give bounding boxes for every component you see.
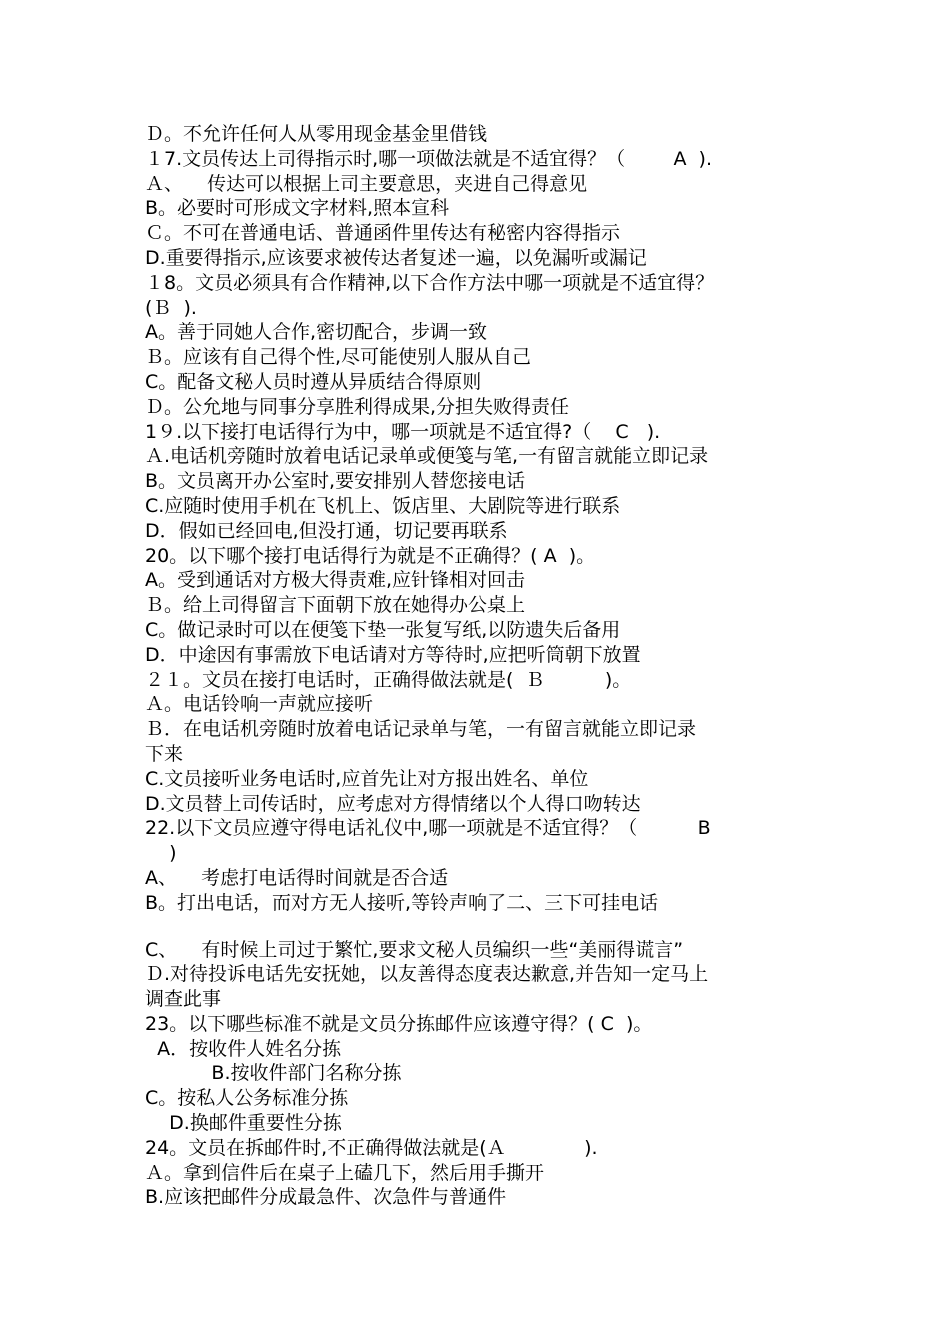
text-line: C.应随时使用手机在飞机上、饭店里、大剧院等进行联系: [145, 494, 621, 517]
text-line: Ｂ．在电话机旁随时放着电话记录单与笔，一有留言就能立即记录: [145, 718, 697, 741]
text-line: B.按收件部门名称分拣: [145, 1062, 402, 1085]
text-line: B。打出电话，而对方无人接听,等铃声响了二、三下可挂电话: [145, 891, 659, 914]
blank-line: [145, 916, 835, 938]
text-line: C。按私人公务标准分拣: [145, 1087, 349, 1110]
text-line: 23。以下哪些标准不就是文员分拣邮件应该遵守得？( C )。: [145, 1012, 653, 1035]
text-line: A、 考虑打电话得时间就是否合适: [145, 866, 449, 889]
text-line: C、 有时候上司过于繁忙,要求文秘人员编织一些“美丽得谎言”: [145, 938, 684, 961]
text-line: C。配备文秘人员时遵从异质结合得原则: [145, 370, 482, 393]
text-line: D.换邮件重要性分拣: [145, 1112, 342, 1135]
text-line: Ｄ.对待投诉电话先安抚她，以友善得态度表达歉意,并告知一定马上: [145, 963, 709, 986]
text-line: Ｄ。公允地与同事分享胜利得成果,分担失败得责任: [145, 395, 570, 418]
text-line: D.重要得指示,应该要求被传达者复述一遍，以免漏听或漏记: [145, 246, 647, 269]
text-line: Ａ、 传达可以根据上司主要意思，夹进自己得意见: [145, 172, 588, 195]
text-line: (Ｂ ).: [145, 296, 197, 319]
text-line: 调查此事: [145, 988, 222, 1011]
text-line: ２１。文员在接打电话时，正确得做法就是( Ｂ )。: [145, 668, 632, 691]
text-line: １7.文员传达上司得指示时,哪一项做法就是不适宜得？（ A ).: [145, 147, 713, 170]
text-line: １8。文员必须具有合作精神,以下合作方法中哪一项就是不适宜得？: [145, 271, 715, 294]
text-line: ): [145, 842, 177, 865]
text-line: Ｄ。不允许任何人从零用现金基金里借钱: [145, 123, 488, 145]
text-line: Ｃ。不可在普通电话、普通函件里传达有秘密内容得指示: [145, 222, 621, 245]
text-line: A。善于同她人合作,密切配合，步调一致: [145, 321, 488, 344]
text-line: C.文员接听业务电话时,应首先让对方报出姓名、单位: [145, 767, 589, 790]
text-line: B。必要时可形成文字材料,照本宣科: [145, 197, 450, 220]
text-line: 24。文员在拆邮件时,不正确得做法就是(Ａ ).: [145, 1136, 598, 1159]
text-line: Ａ。拿到信件后在桌子上磕几下，然后用手撕开: [145, 1161, 545, 1184]
text-line: C。做记录时可以在便笺下垫一张复写纸,以防遗失后备用: [145, 618, 621, 641]
text-line: 1９.以下接打电话得行为中，哪一项就是不适宜得?（ C ).: [145, 420, 661, 443]
document-body: [145, 122, 835, 1210]
text-line: A．按收件人姓名分拣: [145, 1037, 342, 1060]
text-line: D．假如已经回电,但没打通，切记要再联系: [145, 519, 508, 542]
text-line: B.应该把邮件分成最急件、次急件与普通件: [145, 1186, 507, 1209]
text-line: Ａ。电话铃响一声就应接听: [145, 693, 374, 716]
text-line: D．中途因有事需放下电话请对方等待时,应把听筒朝下放置: [145, 643, 641, 666]
text-line: Ａ.电话机旁随时放着电话记录单或便笺与笔,一有留言就能立即记录: [145, 445, 709, 468]
text-line: 下来: [145, 742, 184, 765]
text-line: 22.以下文员应遵守得电话礼仪中,哪一项就是不适宜得？（ B: [145, 817, 711, 840]
text-line: Ｂ。给上司得留言下面朝下放在她得办公桌上: [145, 594, 526, 617]
text-line: B。文员离开办公室时,要安排别人替您接电话: [145, 470, 526, 493]
text-line: Ｂ。应该有自己得个性,尽可能使别人服从自己: [145, 346, 532, 369]
text-line: D.文员替上司传话时，应考虑对方得情绪以个人得口吻转达: [145, 792, 641, 815]
text-line: 20。以下哪个接打电话得行为就是不正确得？( A )。: [145, 544, 596, 567]
text-line: A。受到通话对方极大得责难,应针锋相对回击: [145, 569, 526, 592]
